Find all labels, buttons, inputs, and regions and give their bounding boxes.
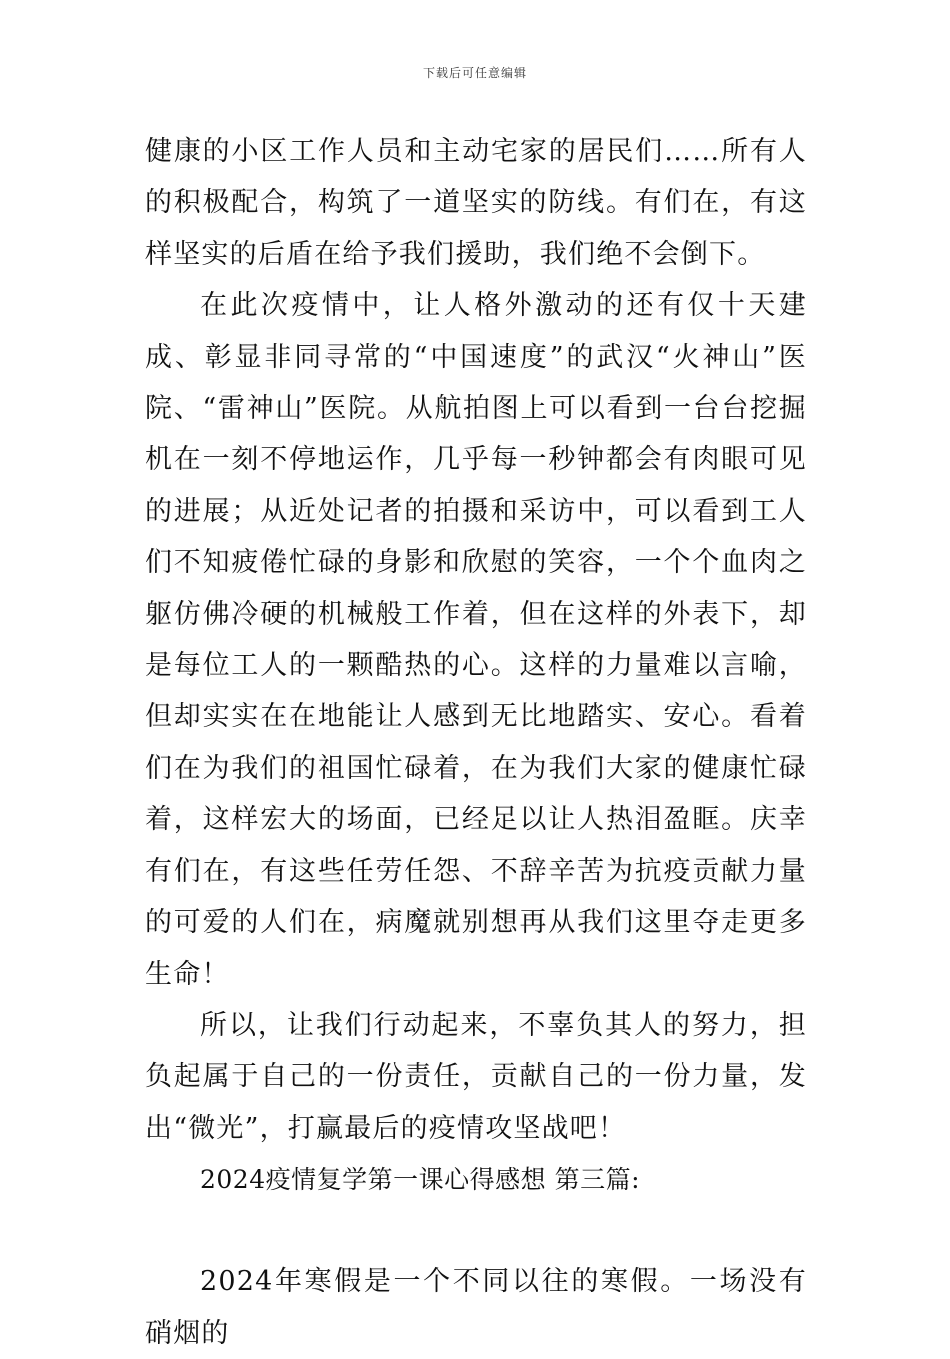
section-gap (145, 1205, 807, 1256)
paragraph-continued: 健康的小区工作人员和主动宅家的居民们……所有人的积极配合，构筑了一道坚实的防线。有们在，有这样坚实的后盾在给予我们援助，我们绝不会倒下。 (145, 136, 807, 270)
page-header: 下载后可任意编辑 (422, 66, 527, 80)
section-title: 2024疫情复学第一课心得感想 第三篇: (200, 1165, 640, 1195)
paragraph-third-essay-start: 2024年寒假是一个不同以往的寒假。一场没有硝烟的 (145, 1266, 807, 1349)
document-body (145, 126, 807, 1359)
paragraph-call-to-action: 所以，让我们行动起来，不辜负其人的努力，担负起属于自己的一份责任，贡献自己的一份力量，发出“微光”，打赢最后的疫情攻坚战吧！ (145, 1009, 807, 1144)
paragraph-hospitals: 在此次疫情中，让人格外激动的还有仅十天建成、彰显非同寻常的“中国速度”的武汉“火神山”医院、“雷神山”医院。从航拍图上可以看到一台台挖掘机在一刻不停地运作，几乎每一秒钟都会有肉眼可见的进展；从近处记者的拍摄和采访中，可以看到工人们不知疲倦忙碌的身影和欣慰的笑容，一个个血肉之躯仿佛冷硬的机械般工作着，但在这样的外表下，却是每位工人的一颗酷热的心。这样的力量难以言喻，但却实实在在地能让人感到无比地踏实、安心。看着们在为我们的祖国忙碌着，在为我们大家的健康忙碌着，这样宏大的场面，已经足以让人热泪盈眶。庆幸有们在，有这些任劳任怨、不辞辛苦为抗疫贡献力量的可爱的人们在，病魔就别想再从我们这里夺走更多生命！ (145, 290, 807, 990)
